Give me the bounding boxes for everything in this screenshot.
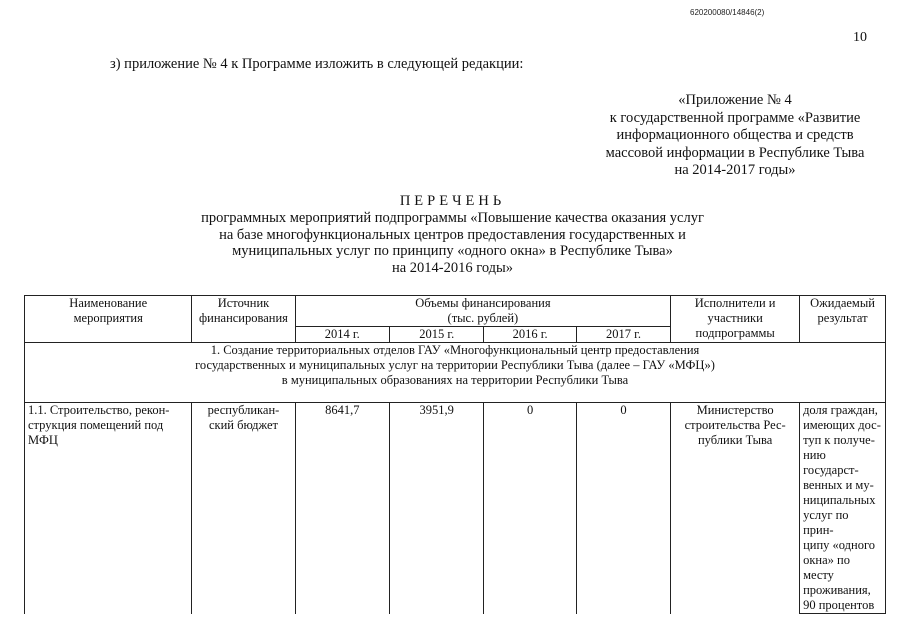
header-funding xyxy=(295,296,671,327)
section-heading xyxy=(25,343,886,403)
cell-text: проживания, xyxy=(803,583,871,597)
cell-text: окна» по месту xyxy=(803,553,850,582)
header-text: Наименование xyxy=(69,296,148,310)
header-year: 2016 г. xyxy=(484,327,576,343)
section-line: 1. Создание территориальных отделов ГАУ «Многофункциональный центр предоставления xyxy=(210,343,700,357)
header-year: 2017 г. xyxy=(576,327,670,343)
header-text: результат xyxy=(817,311,868,325)
cell-text: публики Тыва xyxy=(697,433,773,447)
header-text: Объемы финансирования xyxy=(415,296,551,310)
subtitle-line: программных мероприятий подпрограммы «Повышение качества оказания услуг xyxy=(201,210,704,226)
page-number: 10 xyxy=(853,30,867,45)
appendix-line: массовой информации в Республике Тыва xyxy=(605,144,865,161)
cell-source xyxy=(192,403,295,614)
cell-text: туп к получе- xyxy=(803,433,875,447)
header-name xyxy=(25,296,192,343)
cell-text: 90 процентов xyxy=(803,598,875,612)
section-line: в муниципальных образованиях на территории Республики Тыва xyxy=(281,373,629,387)
header-source xyxy=(192,296,295,343)
cell-text: МФЦ xyxy=(28,433,58,447)
header-executors xyxy=(671,296,800,343)
header-text: подпрограммы xyxy=(695,326,775,340)
header-text: Источник xyxy=(217,296,270,310)
header-result xyxy=(800,296,886,343)
header-text: участники xyxy=(707,311,763,325)
document-title: ПЕРЕЧЕНЬ xyxy=(399,193,506,209)
table-section-row xyxy=(25,343,886,403)
cell-2017: 0 xyxy=(576,403,670,614)
cell-result xyxy=(800,403,886,614)
cell-text: доля граждан, xyxy=(803,403,878,417)
cell-text: венных и му- xyxy=(803,478,874,492)
cell-text: услуг по прин- xyxy=(803,508,849,537)
appendix-line: на 2014-2017 годы» xyxy=(674,162,796,178)
appendix-line: к государственной программе «Развитие xyxy=(609,109,861,126)
cell-text: струкция помещений под xyxy=(28,418,164,432)
header-text: финансирования xyxy=(199,311,288,325)
cell-text: 1.1. Строительство, рекон- xyxy=(28,403,170,417)
table-header-row xyxy=(25,296,886,327)
subtitle-line: на 2014-2016 годы» xyxy=(391,259,514,276)
cell-text: ниципальных xyxy=(803,493,876,507)
cell-text: ципу «одного xyxy=(803,538,876,552)
subtitle-line: на базе многофункциональных центров предоставления государственных и xyxy=(219,226,686,243)
cell-text: имеющих дос- xyxy=(803,418,881,432)
subtitle-line: муниципальных услуг по принципу «одного окна» в Республике Тыва» xyxy=(232,243,673,259)
appendix-reference xyxy=(560,92,905,180)
cell-text: республикан- xyxy=(207,403,280,417)
header-year: 2014 г. xyxy=(295,327,389,343)
table-row xyxy=(25,403,886,614)
cell-2015: 3951,9 xyxy=(389,403,483,614)
cell-executors xyxy=(671,403,800,614)
cell-2016: 0 xyxy=(484,403,576,614)
cell-text: Министерство xyxy=(696,403,774,417)
header-text: Исполнители и xyxy=(694,296,776,310)
appendix-line: информационного общества и средств xyxy=(616,127,854,143)
cell-text: строительства Рес- xyxy=(684,418,786,432)
header-text: (тыс. рублей) xyxy=(447,311,519,325)
header-text: мероприятия xyxy=(73,311,143,325)
document-id: 620200080/14846(2) xyxy=(690,8,765,17)
header-year: 2015 г. xyxy=(389,327,483,343)
intro-paragraph: з) приложение № 4 к Программе изложить в следующей редакции: xyxy=(110,56,524,72)
appendix-line: «Приложение № 4 xyxy=(678,92,792,108)
header-text: Ожидаемый xyxy=(810,296,875,310)
cell-name xyxy=(25,403,192,614)
document-subtitle xyxy=(0,210,905,276)
cell-text: нию государст- xyxy=(803,448,859,477)
cell-text: ский бюджет xyxy=(208,418,278,432)
section-line: государственных и муниципальных услуг на территории Республики Тыва (далее – ГАУ «МФЦ») xyxy=(195,358,715,372)
activities-table xyxy=(24,295,886,614)
cell-2014: 8641,7 xyxy=(295,403,389,614)
